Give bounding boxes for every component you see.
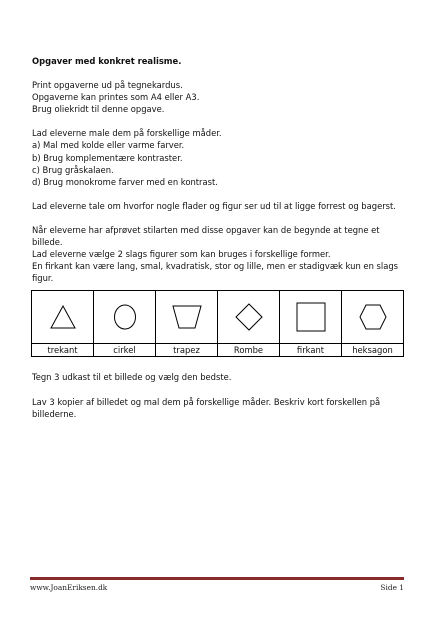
colour-task-list: [32, 127, 407, 187]
shape-label: cirkel: [94, 344, 156, 357]
trapezoid-icon: [172, 305, 202, 329]
list-item: b) Brug komplementære kontraster.: [32, 152, 183, 163]
shape-cell: [156, 291, 218, 344]
shape-cell: [94, 291, 156, 344]
colour-task-lead: Lad eleverne male dem på forskellige måder.: [32, 128, 222, 139]
discussion-text: Lad eleverne tale om hvorfor nogle flader og figur ser ud til at ligge forrest og bagerst.: [32, 200, 396, 211]
sketch-paragraph: [32, 371, 407, 383]
shape-cell: [218, 291, 280, 344]
shape-label: firkant: [280, 344, 342, 357]
shape-label: trekant: [32, 344, 94, 357]
shapes-label-row: [32, 344, 404, 357]
shape-cell: [280, 291, 342, 344]
list-item: c) Brug gråskalaen.: [32, 164, 114, 175]
intro-line: Brug oliekridt til denne opgave.: [32, 104, 165, 115]
document-body: [32, 55, 407, 432]
footer-rule: [30, 577, 404, 580]
document-title: Opgaver med konkret realisme.: [32, 56, 182, 66]
shape-label: trapez: [156, 344, 218, 357]
intro-paragraph: [32, 79, 407, 115]
footer-page-number: Side 1: [380, 583, 404, 592]
copies-text: Lav 3 kopier af billedet og mal dem på forskellige måder. Beskriv kort forskellen på billederne.: [32, 396, 381, 419]
copies-paragraph: [32, 396, 407, 420]
square-icon: [296, 302, 326, 332]
shape-cell: [32, 291, 94, 344]
shapes-icon-row: [32, 291, 404, 344]
triangle-icon: [50, 305, 76, 329]
list-item: a) Mal med kolde eller varme farver.: [32, 140, 185, 151]
rhombus-icon: [235, 303, 263, 331]
drawing-text: Når eleverne har afprøvet stilarten med disse opgaver kan de begynde at tegne et billede.: [32, 224, 380, 248]
drawing-paragraph: [32, 224, 407, 284]
hexagon-icon: [359, 304, 387, 330]
list-item: d) Brug monokrome farver med en kontrast.: [32, 176, 218, 187]
footer-row: [30, 583, 404, 592]
intro-line: Opgaverne kan printes som A4 eller A3.: [32, 92, 200, 103]
intro-line: Print opgaverne ud på tegnekardus.: [32, 80, 183, 91]
footer-website: www.JoanEriksen.dk: [30, 583, 108, 592]
discussion-paragraph: [32, 200, 407, 212]
shape-label: Rombe: [218, 344, 280, 357]
drawing-text: En firkant kan være lang, smal, kvadratisk, stor og lille, men er stadigvæk kun en slags figur.: [32, 261, 399, 284]
circle-icon: [113, 304, 137, 330]
shape-label: heksagon: [342, 344, 404, 357]
drawing-text: Lad eleverne vælge 2 slags figurer som kan bruges i forskellige former.: [32, 249, 331, 260]
shape-cell: [342, 291, 404, 344]
sketch-text: Tegn 3 udkast til et billede og vælg den bedste.: [32, 372, 232, 383]
shapes-table: [31, 290, 404, 357]
page-footer: [30, 577, 404, 592]
